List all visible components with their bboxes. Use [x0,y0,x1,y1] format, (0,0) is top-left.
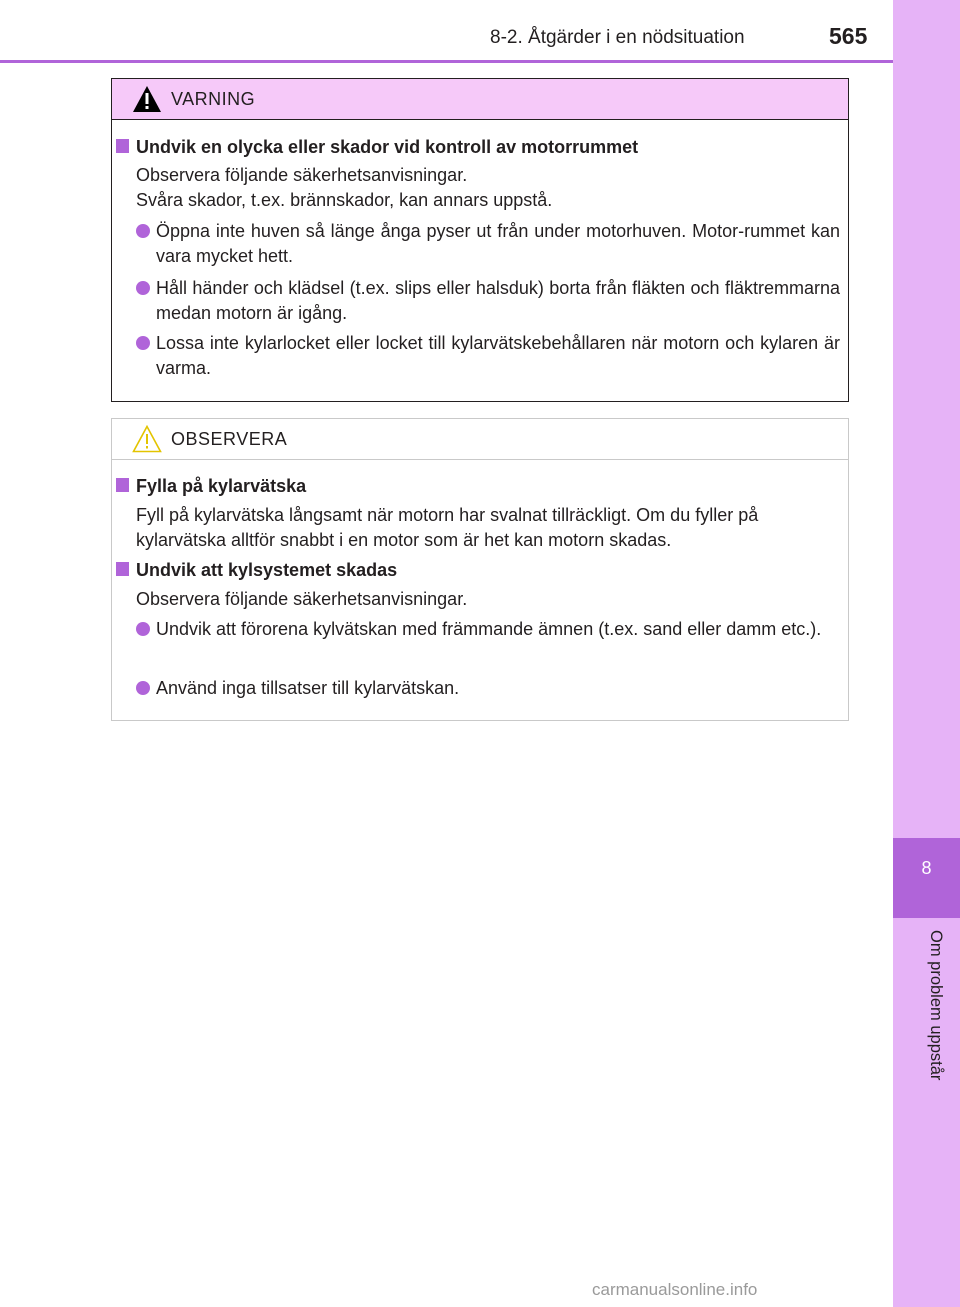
caution-section1-text: Fyll på kylarvätska långsamt när motorn har svalnat tillräckligt. Om du fyller på kylarvätska alltför snabbt i en motor som är het kan motorn skadas. [136,505,759,550]
caution-title: OBSERVERA [171,429,288,449]
caution-bullet-text: Använd inga tillsatser till kylarvätskan. [156,678,460,698]
square-bullet-icon [116,478,129,492]
watermark: carmanualsonline.info [592,1280,758,1299]
warning-bullet-text: Håll händer och klädsel (t.ex. slips eller halsduk) borta från fläkten och fläktremmarna medan motorn är igång. [156,278,840,323]
round-bullet-icon [136,622,150,636]
caution-section1-heading [136,476,840,497]
caution-section1-title: Fylla på kylarvätska [136,476,307,496]
warning-header [112,79,848,120]
warning-intro-line2: Svåra skador, t.ex. brännskador, kan annars uppstå. [136,190,553,210]
list-item [156,276,840,326]
caution-box [111,418,849,721]
chapter-title: Om problem uppstår [927,930,945,1081]
warning-bullet-text: Lossa inte kylarlocket eller locket till kylarvätskebehållaren när motorn och kylaren är varma. [156,333,840,378]
warning-bullet-text: Öppna inte huven så länge ånga pyser ut från under motorhuven. Motor-rummet kan vara mycket hett. [156,221,840,266]
list-item [156,617,840,642]
caution-header [112,419,848,460]
caution-section2-title: Undvik att kylsystemet skadas [136,560,398,580]
warning-triangle-icon [132,85,162,113]
caution-triangle-icon [132,425,162,453]
round-bullet-icon [136,281,150,295]
page-number: 565 [829,23,868,49]
list-item [156,331,840,381]
caution-section2-heading [136,560,840,581]
list-item [156,219,840,269]
round-bullet-icon [136,681,150,695]
section-title: 8-2. Åtgärder i en nödsituation [490,27,745,48]
caution-section2-intro: Observera följande säkerhetsanvisningar. [136,589,468,609]
warning-title: VARNING [171,89,256,109]
caution-bullet-text: Undvik att förorena kylvätskan med främmande ämnen (t.ex. sand eller damm etc.). [156,619,822,639]
round-bullet-icon [136,224,150,238]
chapter-number: 8 [921,858,932,878]
list-item [156,676,840,701]
chapter-sidebar [893,0,960,1307]
warning-intro-line1: Observera följande säkerhetsanvisningar. [136,165,468,185]
warning-section-title: Undvik en olycka eller skador vid kontroll av motorrummet [136,137,639,157]
warning-box [111,78,849,402]
square-bullet-icon [116,139,129,153]
header-divider [0,60,893,63]
warning-section-heading [136,137,840,158]
square-bullet-icon [116,562,129,576]
round-bullet-icon [136,336,150,350]
